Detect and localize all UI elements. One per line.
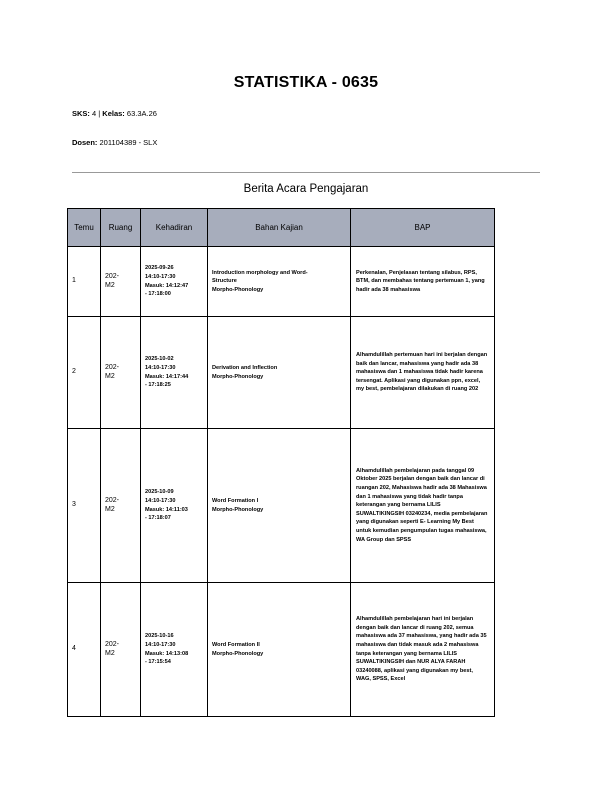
kehadiran-time: 14:10-17:30 (145, 497, 176, 504)
bahan-line: Word Formation I (212, 497, 259, 504)
section-title: Berita Acara Pengajaran (243, 183, 369, 195)
kehadiran-date: 2025-09-26 (145, 265, 174, 272)
cell-temu: 2 (68, 317, 101, 429)
ruang-line: 202- (105, 641, 120, 649)
header-bahan-kajian: Bahan Kajian (208, 209, 351, 247)
bahan-line: Morpho-Phonology (212, 373, 264, 380)
ruang-line: M2 (105, 505, 115, 513)
cell-kehadiran (141, 247, 208, 317)
kehadiran-checkout: - 17:15:54 (145, 659, 171, 666)
cell-bap (351, 247, 495, 317)
ruang-line: 202- (105, 497, 120, 505)
cell-temu: 3 (68, 429, 101, 583)
page-title: STATISTIKA - 0635 (233, 74, 379, 91)
kehadiran-time: 14:10-17:30 (145, 273, 176, 280)
ruang-line: M2 (105, 281, 115, 289)
cell-bap (351, 429, 495, 583)
bap-text: Alhamdulillah pembelajaran pada tanggal 09 Oktober 2025 berjalan dengan baik dan lancar di ruangan 202, Mahasiswa hadir ada 38 Mahasiswa dan 1 mahasiswa yang tidak hadir tanpa keterangan yang bernama LILIS SUWALTIKINGSIH 03240234, media pembelajaran yang digunakan seperti E- Learning My Best untuk kemudian pengumpulan tugas mahasiswa, WA Group dan SPSS (356, 467, 488, 543)
header-bap: BAP (351, 209, 495, 247)
bahan-line: Word Formation II (212, 641, 260, 648)
cell-temu: 1 (68, 247, 101, 317)
horizontal-divider (72, 172, 540, 173)
kelas-label: Kelas: (102, 109, 125, 118)
bap-table (67, 208, 495, 717)
sks-label: SKS: (72, 109, 90, 118)
header-ruang: Ruang (101, 209, 141, 247)
kehadiran-time: 14:10-17:30 (145, 641, 176, 648)
bahan-line: Morpho-Phonology (212, 286, 264, 293)
kehadiran-checkout: - 17:18:25 (145, 382, 171, 389)
cell-bahan-kajian (208, 247, 351, 317)
bahan-line: Introduction morphology and Word- (212, 269, 308, 276)
cell-bap (351, 317, 495, 429)
cell-kehadiran (141, 583, 208, 717)
cell-ruang (101, 317, 141, 429)
table-row (68, 317, 495, 429)
header-temu: Temu (68, 209, 101, 247)
table-row (68, 429, 495, 583)
sks-value: 4 | (89, 109, 103, 118)
cell-bahan-kajian (208, 583, 351, 717)
bahan-line: Morpho-Phonology (212, 650, 264, 657)
kehadiran-checkout: - 17:18:00 (145, 291, 171, 298)
kehadiran-checkout: - 17:18:07 (145, 515, 171, 522)
kehadiran-date: 2025-10-16 (145, 633, 174, 640)
cell-ruang (101, 583, 141, 717)
table-header-row (68, 209, 495, 247)
lecturer-meta-line (72, 138, 157, 147)
ruang-line: M2 (105, 372, 115, 380)
cell-bap (351, 583, 495, 717)
kehadiran-checkin: Masuk: 14:11:03 (145, 506, 188, 513)
bap-text: Alhamdulillah pertemuan hari ini berjalan dengan baik dan lancar, mahasiswa yang hadir ada 38 mahasiswa dan 1 mahasiswa tidak hadir karena tersengat. Aplikasi yang digunakan ppn, excel, my best, pembelajaran dilakukan di ruang 202 (356, 351, 488, 393)
cell-ruang (101, 247, 141, 317)
cell-kehadiran (141, 429, 208, 583)
table-row (68, 247, 495, 317)
bahan-line: Morpho-Phonology (212, 506, 264, 513)
kehadiran-time: 14:10-17:30 (145, 364, 176, 371)
bahan-line: Derivation and Inflection (212, 364, 278, 371)
cell-bahan-kajian (208, 317, 351, 429)
kehadiran-checkin: Masuk: 14:13:08 (145, 650, 189, 657)
course-meta-line (72, 109, 157, 118)
kehadiran-checkin: Masuk: 14:17:44 (145, 373, 189, 380)
kehadiran-date: 2025-10-02 (145, 356, 174, 363)
dosen-value: 201104389 - SLX (97, 138, 158, 147)
table-row (68, 583, 495, 717)
cell-temu: 4 (68, 583, 101, 717)
header-kehadiran: Kehadiran (141, 209, 208, 247)
ruang-line: 202- (105, 273, 120, 281)
cell-ruang (101, 429, 141, 583)
ruang-line: M2 (105, 649, 115, 657)
bahan-line: Structure (212, 278, 237, 285)
cell-kehadiran (141, 317, 208, 429)
bap-text: Perkenalan, Penjelasan tentang silabus, RPS, BTM, dan membahas tentang pertemuan 1, yang hadir ada 38 mahasiswa (356, 269, 485, 293)
cell-bahan-kajian (208, 429, 351, 583)
bap-text: Alhamdulillah pembelajaran hari ini berjalan dengan baik dan lancar di ruang 202, semua mahasiswa ada 37 mahasiswa, yang hadir ada 35 mahasiswa dan tidak masuk ada 2 mahasiswa tanpa keterangan yang bernama LILIS SUWALTIKINGSIH dan NUR ALYA FARAH 03240088, aplikasi yang digunakan my best, WAG, SPSS, Excel (356, 615, 487, 683)
dosen-label: Dosen: (72, 138, 98, 147)
kelas-value: 63.3A.26 (124, 109, 157, 118)
kehadiran-checkin: Masuk: 14:12:47 (145, 282, 189, 289)
ruang-line: 202- (105, 364, 120, 372)
kehadiran-date: 2025-10-09 (145, 489, 174, 496)
